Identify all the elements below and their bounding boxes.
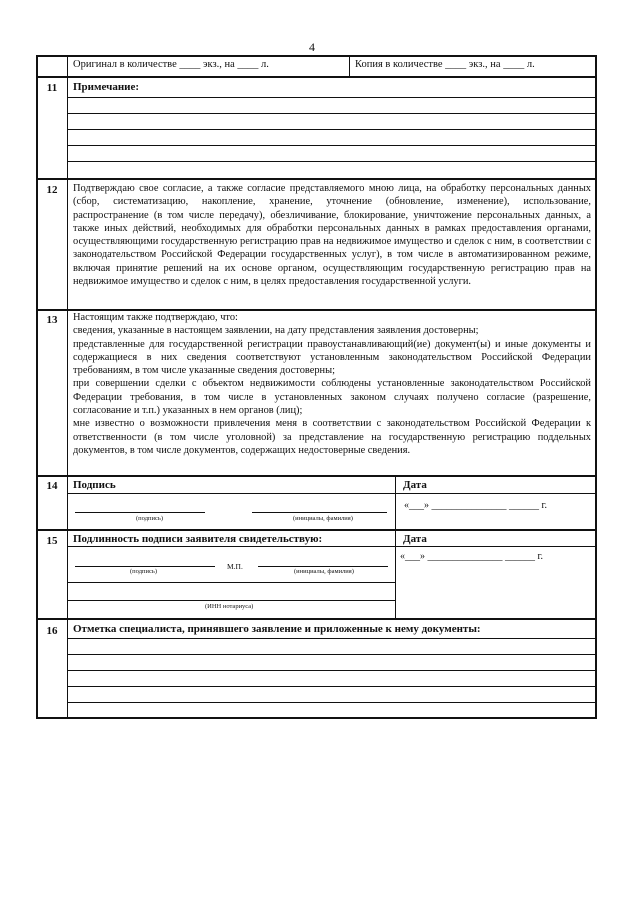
notary-signature-line	[75, 566, 215, 567]
section-11-number: 11	[46, 82, 58, 94]
note-line	[67, 129, 595, 130]
note-line	[67, 161, 595, 162]
note-line	[67, 113, 595, 114]
confirmation-text	[73, 311, 591, 457]
confirmation-intro: Настоящим также подтверждаю, что:	[73, 312, 238, 323]
date-field[interactable]: «___» _______________ ______ г.	[404, 500, 547, 511]
confirmation-item: мне известно о возможности привлечения меня в соответствии с законодательством Российской Федерации к ответственности (в том числе уголовной) за представление на государственную регистрацию поддельных документов, в том числе документов, содержащих недостоверные сведения.	[73, 418, 591, 456]
section-16-number: 16	[46, 625, 58, 637]
consent-text: Подтверждаю свое согласие, а также согласие представляемого мною лица, на обработку персональных данных (сбор, систематизацию, накопление, хранение, уточнение (обновление, изменение), использование, распространение (в том числе передачу), обезличивание, блокирование, уничтожение персональных данных, а также иных действий, необходимых для обработки персональных данных в рамках предоставления органами, осуществляющими государственную регистрацию прав на недвижимое имущество и сделок с ним, в соответствии с законодательством Российской Федерации государственных услуг), в том числе в автоматизированном режиме, включая принятие решений на их основе органом, осуществляющим государственную регистрацию прав на недвижимое имущество и сделок с ним, в целях предоставления государственной услуги.	[73, 183, 591, 288]
copy-count: Копия в количестве ____ экз., на ____ л.	[355, 59, 535, 70]
confirmation-item: при совершении сделки с объектом недвижимости соблюдены установленные законодательством Российской Федерации требования, в том числе в установленных законом случаях получено согласие (разрешение, согласование и т.п.) указанных в нем органов (лиц);	[73, 378, 591, 417]
frame-bottom	[36, 717, 597, 719]
section-15-header-line	[67, 546, 595, 547]
notary-signature-caption: (подпись)	[130, 568, 157, 575]
confirmation-item: сведения, указанные в настоящем заявлении, на дату представления заявления достоверны;	[73, 325, 479, 337]
specialist-line	[67, 638, 595, 639]
row-divider-15	[36, 529, 597, 531]
date-column-divider	[395, 529, 396, 618]
top-row-divider	[349, 55, 350, 76]
row-divider-14	[36, 475, 597, 477]
name-caption: (инициалы, фамилия)	[293, 515, 353, 522]
notary-inn-top-line	[67, 582, 395, 583]
row-divider-12	[36, 178, 597, 180]
specialist-line	[67, 702, 595, 703]
section-14-number: 14	[46, 480, 58, 492]
section-13-number: 13	[46, 314, 58, 326]
notary-inn-line	[67, 600, 395, 601]
name-line	[252, 512, 387, 513]
row-divider-16	[36, 618, 597, 620]
signature-label: Подпись	[73, 479, 116, 491]
original-count: Оригинал в количестве ____ экз., на ____ л.	[73, 59, 269, 70]
date-label: Дата	[403, 533, 427, 545]
signature-caption: (подпись)	[136, 515, 163, 522]
section-11-title: Примечание:	[73, 81, 140, 93]
notary-inn-caption: (ИНН нотариуса)	[205, 603, 254, 610]
note-line	[67, 145, 595, 146]
page-number: 4	[309, 40, 315, 54]
section-15-number: 15	[46, 535, 58, 547]
frame-top	[36, 55, 597, 57]
notary-name-line	[258, 566, 388, 567]
specialist-title: Отметка специалиста, принявшего заявление и приложенные к нему документы:	[73, 623, 481, 635]
note-line	[67, 97, 595, 98]
specialist-line	[67, 670, 595, 671]
row-divider-11	[36, 76, 597, 78]
date-label: Дата	[403, 479, 427, 491]
stamp-caption: М.П.	[227, 562, 243, 571]
notary-title: Подлинность подписи заявителя свидетельствую:	[73, 533, 323, 545]
section-14-header-line	[67, 493, 595, 494]
section-12-number: 12	[46, 184, 58, 196]
notary-name-caption: (инициалы, фамилия)	[294, 568, 354, 575]
date-column-divider	[395, 475, 396, 529]
confirmation-item: представленные для государственной регистрации правоустанавливающий(ие) документ(ы) и иные документы и содержащиеся в них сведения соответствуют установленным законодательством Российской Федерации требованиям, в том числе указанные сведения достоверны;	[73, 338, 591, 377]
specialist-line	[67, 686, 595, 687]
date-field[interactable]: «___» _______________ ______ г.	[400, 551, 543, 562]
specialist-line	[67, 654, 595, 655]
signature-line	[75, 512, 205, 513]
